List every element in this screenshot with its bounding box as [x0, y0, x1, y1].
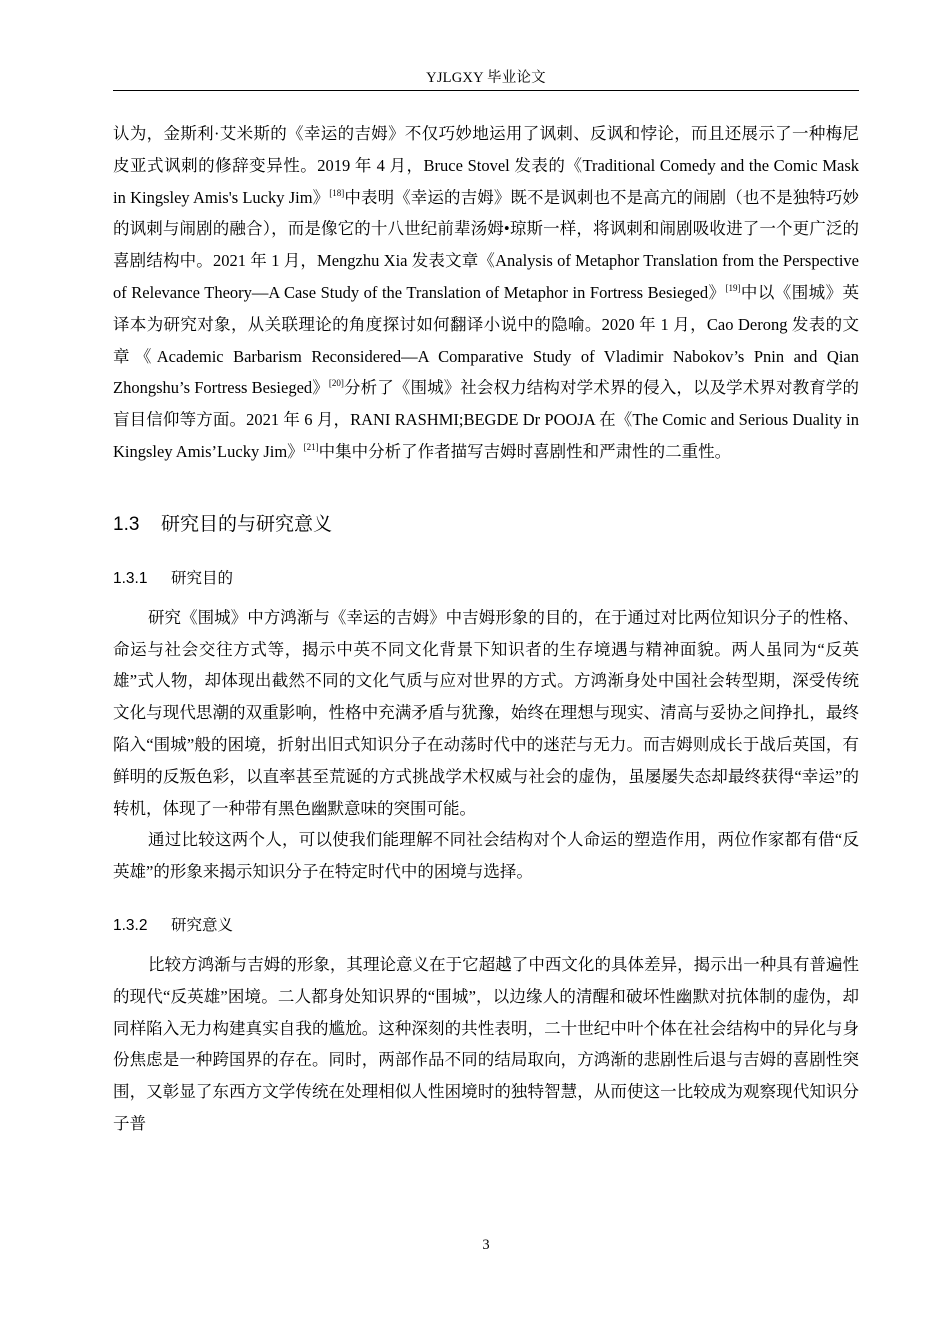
page-body — [113, 118, 859, 1140]
intro-text-2: 中表明《幸运的吉姆》既不是讽刺也不是高亢的闹剧（也不是独特巧妙的讽刺与闹剧的融合），而是像它的十八世纪前辈汤姆•琼斯一样，将讽刺和闹剧吸收进了一个更广泛的喜剧结构中。2021 年 1 月，Mengzhu Xia 发表文章《Analysis of Metaphor Translation from the Perspective of Relevance Theory—A Case Study of the Translation of Metaphor in Fortress Besieged》 — [113, 187, 860, 302]
subsection-title: 研究意义 — [171, 915, 234, 934]
body-paragraph: 比较方鸿渐与吉姆的形象，其理论意义在于它超越了中西文化的具体差异，揭示出一种具有普遍性的现代“反英雄”困境。二人都身处知识界的“围城”，以边缘人的清醒和破坏性幽默对抗体制的虚伪，却同样陷入无力构建真实自我的尴尬。这种深刻的共性表明，二十世纪中叶个体在社会结构中的异化与身份焦虑是一种跨国界的存在。同时，两部作品不同的结局取向，方鸿渐的悲剧性后退与吉姆的喜剧性突围，又彰显了东西方文学传统在处理相似人性困境时的独特智慧，从而使这一比较成为观察现代知识分子普 — [113, 954, 859, 1133]
body-paragraph: 通过比较这两个人，可以使我们能理解不同社会结构对个人命运的塑造作用，两位作家都有借“反英雄”的形象来揭示知识分子在特定时代中的困境与选择。 — [113, 830, 859, 882]
intro-text-1: 认为，金斯利·艾米斯的《幸运的吉姆》不仅巧妙地运用了讽刺、反讽和悖论，而且还展示了一种梅尼皮亚式讽刺的修辞变异性。2019 年 4 月，Bruce Stovel 发表的《Traditional Comedy and the Comic Mask in Kingsley Amis's Lucky Jim》 — [113, 124, 859, 207]
citation-18: [18] — [329, 187, 345, 198]
intro-text-5: 中集中分析了作者描写吉姆时喜剧性和严肃性的二重性。 — [318, 441, 732, 461]
section-number: 1.3 — [113, 513, 140, 535]
subsection-heading-1-3-1 — [113, 563, 859, 594]
citation-19: [19] — [725, 282, 741, 293]
intro-text-3: 中以《围城》英译本为研究对象，从关联理论的角度探讨如何翻译小说中的隐喻。2020 年 1 月，Cao Derong 发表的文章《Academic Barbarism Reconsidered—A Comparative Study of Vladimir Nabokov’s Pnin and Qian Zhongshu’s Fortress Besieged》 — [113, 282, 860, 398]
page-header-title: YJLGXY 毕业论文 — [426, 70, 546, 86]
subsection-title: 研究目的 — [171, 568, 234, 587]
section-title: 研究目的与研究意义 — [161, 512, 333, 535]
citation-21: [21] — [303, 441, 319, 452]
intro-text-4: 分析了《围城》社会权力结构对学术界的侵入，以及学术界对教育学的盲目信仰等方面。2021 年 6 月，RANI RASHMI;BEGDE Dr POOJA 在《The Comic and Serious Duality in Kingsley Amis’Lucky Jim》 — [113, 378, 860, 461]
citation-20: [20] — [328, 378, 344, 389]
intro-paragraph — [113, 118, 859, 468]
header-rule — [113, 90, 859, 91]
page-number: 3 — [482, 1237, 490, 1253]
body-paragraph: 研究《围城》中方鸿渐与《幸运的吉姆》中吉姆形象的目的，在于通过对比两位知识分子的性格、命运与社会交往方式等，揭示中英不同文化背景下知识者的生存境遇与精神面貌。两人虽同为“反英雄”式人物，却体现出截然不同的文化气质与应对世界的方式。方鸿渐身处中国社会转型期，深受传统文化与现代思潮的双重影响，性格中充满矛盾与犹豫，始终在理想与现实、清高与妥协之间挣扎，最终陷入“围城”般的困境，折射出旧式知识分子在动荡时代中的迷茫与无力。而吉姆则成长于战后英国，有鲜明的反叛色彩，以直率甚至荒诞的方式挑战学术权威与社会的虚伪，虽屡屡失态却最终获得“幸运”的转机，体现了一种带有黑色幽默意味的突围可能。 — [113, 607, 859, 818]
subsection-heading-1-3-2 — [113, 910, 859, 941]
subsection-number: 1.3.1 — [113, 569, 148, 587]
section-heading-1-3 — [113, 508, 859, 541]
subsection-number: 1.3.2 — [113, 916, 148, 934]
